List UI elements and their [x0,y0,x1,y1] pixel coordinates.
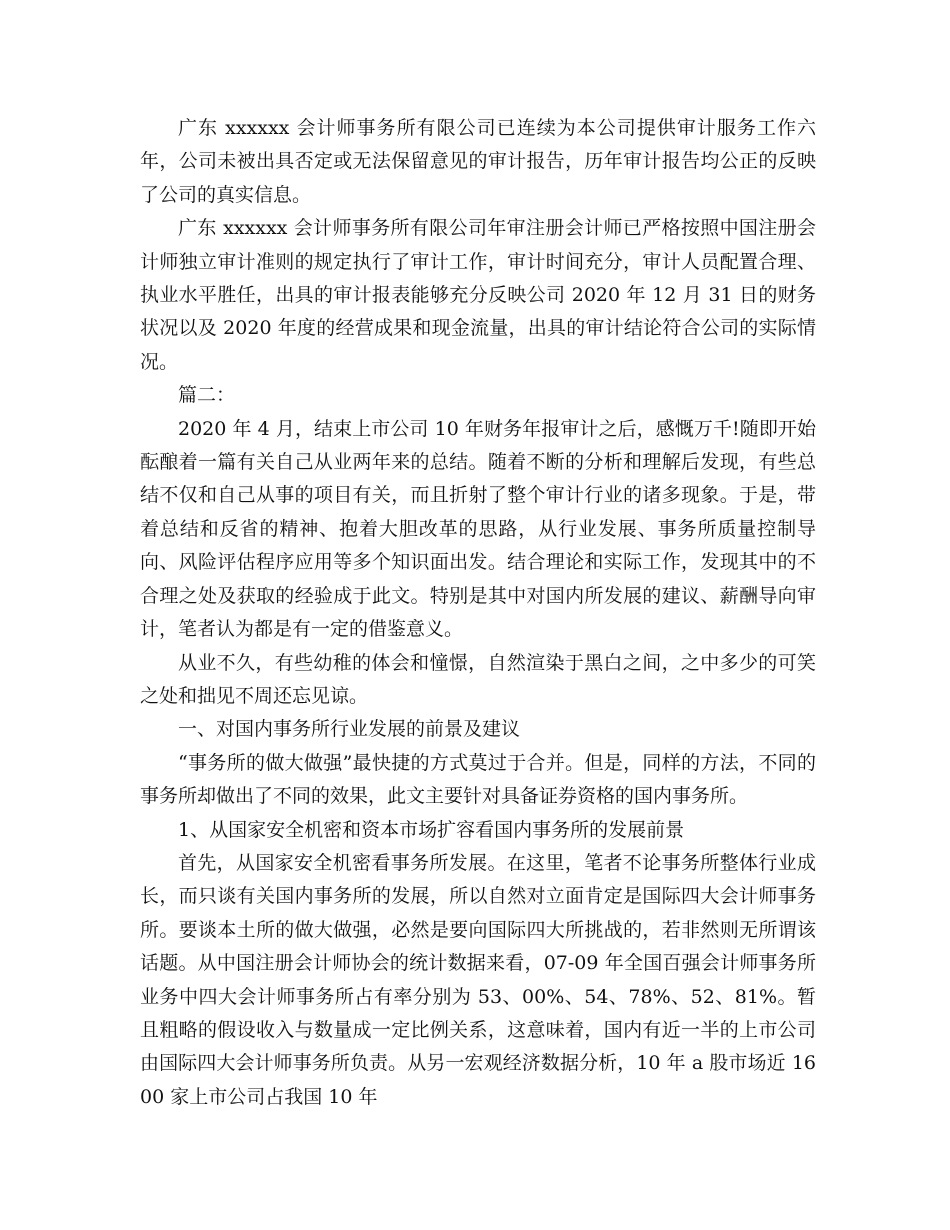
paragraph-apology: 从业不久，有些幼稚的体会和憧憬，自然渲染于黑白之间，之中多少的可笑之处和拙见不周还忘见谅。 [140,651,816,707]
section-heading-industry-outlook: 一、对国内事务所行业发展的前景及建议 [178,718,521,741]
paragraph-auditor-compliance: 广东 xxxxxx 会计师事务所有限公司年审注册会计师已严格按照中国注册会计师独立审计准则的规定执行了审计工作，审计时间充分，审计人员配置合理、执业水平胜任，出具的审计报表能够充分反映公司 2020 年 12 月 31 日的财务状况以及 2020 年度的经营成果和现金流量，出具的审计结论符合公司的实际情况。 [140,217,816,373]
paragraph-merger: “事务所的做大做强”最快捷的方式莫过于合并。但是，同样的方法，不同的事务所却做出了不同的效果，此文主要针对具备证券资格的国内事务所。 [140,751,816,808]
paragraph-audit-service: 广东 xxxxxx 会计师事务所有限公司已连续为本公司提供审计服务工作六年，公司未被出具否定或无法保留意见的审计报告，历年审计报告均公正的反映了公司的真实信息。 [140,117,816,206]
paragraph-summary-intro: 2020 年 4 月，结束上市公司 10 年财务年报审计之后，感慨万千!随即开始酝酿着一篇有关自己从业两年来的总结。随着不断的分析和理解后发现，有些总结不仅和自己从事的项目有关，而且折射了整个审计行业的诸多现象。于是，带着总结和反省的精神、抱着大胆改革的思路，从行业发展、事务所质量控制导向、风险评估程序应用等多个知识面出发。结合理论和实际工作，发现其中的不合理之处及获取的经验成于此文。特别是其中对国内所发展的建议、薪酬导向审计，笔者认为都是有一定的借鉴意义。 [140,417,816,641]
paragraph-security-analysis: 首先，从国家安全机密看事务所发展。在这里，笔者不论事务所整体行业成长，而只谈有关国内事务所的发展，所以自然对立面肯定是国际四大会计师事务所。要谈本土所的做大做强，必然是要向国际四大所挑战的，若非然则无所谓该话题。从中国注册会计师协会的统计数据来看，07-09 年全国百强会计师事务所业务中四大会计师事务所占有率分别为 53、00%、54、78%、52、81%。暂且粗略的假设收入与数量成一定比例关系，这意味着，国内有近一半的上市公司由国际四大会计师事务所负责。从另一宏观经济数据分析，10 年 a 股市场近 1600 家上市公司占我国 10 年 [140,851,816,1108]
subsection-heading-security: 1、从国家安全机密和资本市场扩容看国内事务所的发展前景 [178,818,685,841]
section-heading-part-two: 篇二： [178,384,236,407]
document-body [140,112,816,1114]
